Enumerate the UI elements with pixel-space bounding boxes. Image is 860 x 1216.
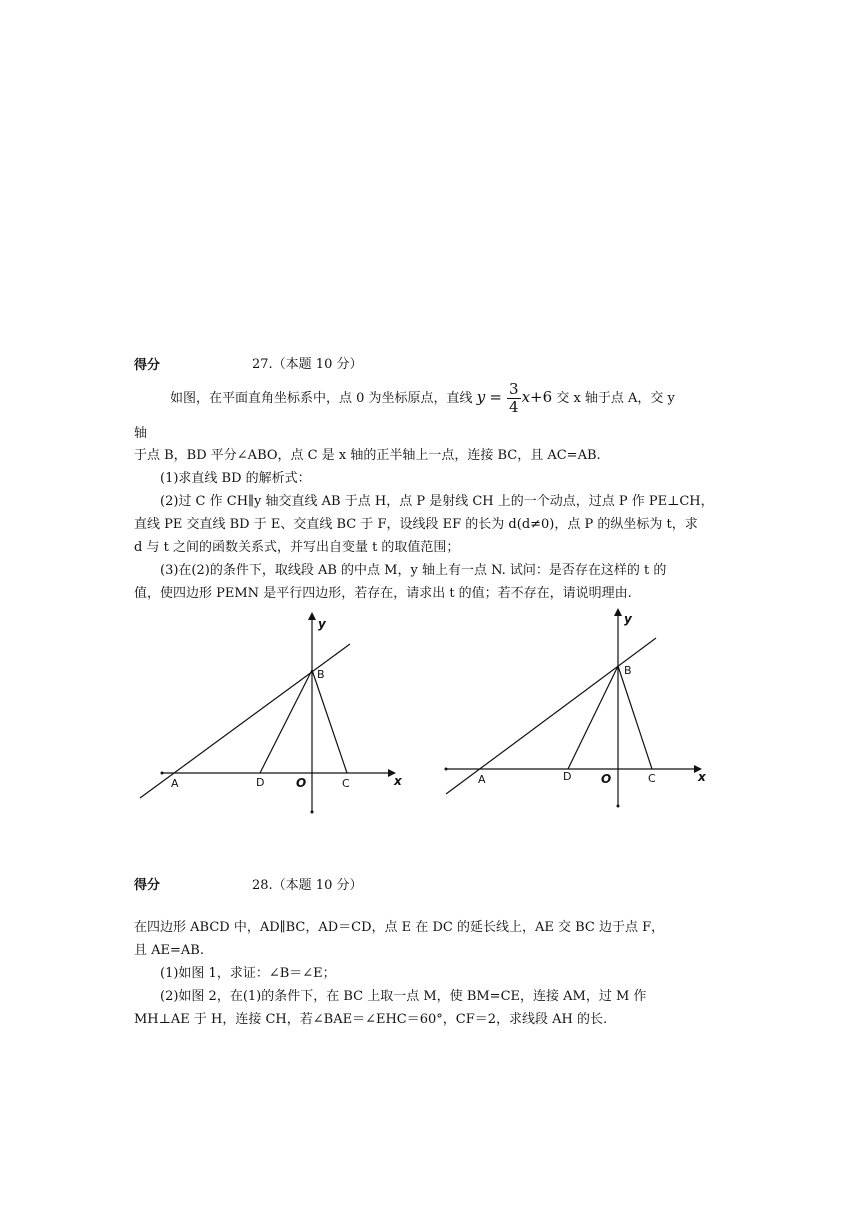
q27-intro-wrap: 轴 bbox=[134, 426, 148, 441]
line-ab bbox=[446, 638, 656, 794]
y-axis-end-dot bbox=[311, 811, 314, 814]
q28-part2-a: (2)如图 2，在(1)的条件下，在 BC 上取一点 M，使 BM=CE，连接 AM，过 M 作 bbox=[160, 989, 647, 1004]
label-d: D bbox=[256, 776, 265, 789]
q27-score-label: 得分 bbox=[134, 358, 161, 373]
eq-y: y bbox=[476, 388, 486, 406]
label-b: B bbox=[624, 664, 632, 677]
label-a: A bbox=[171, 777, 179, 790]
segment-bc bbox=[618, 666, 652, 769]
label-c: C bbox=[648, 772, 656, 785]
q27-intro-pre: 如图，在平面直角坐标系中，点 0 为坐标原点，直线 bbox=[170, 391, 473, 406]
q27-part3-b: 值，使四边形 PEMN 是平行四边形，若存在，请求出 t 的值；若不存在，请说明理由. bbox=[134, 586, 632, 601]
q27-part2-b: 直线 PE 交直线 BD 于 E、交直线 BC 于 F，设线段 EF 的长为 d(d≠0)，点 P 的纵坐标为 t，求 bbox=[134, 517, 698, 532]
q28-line1: 在四边形 ABCD 中，AD∥BC，AD＝CD，点 E 在 DC 的延长线上，AE 交 BC 边于点 F， bbox=[134, 920, 665, 935]
eq-x: x bbox=[521, 388, 531, 406]
label-a: A bbox=[478, 773, 486, 786]
label-x: x bbox=[698, 770, 706, 784]
label-y: y bbox=[624, 612, 632, 626]
eq-tail: +6 bbox=[530, 388, 553, 406]
segment-bd bbox=[260, 670, 312, 773]
q28-part2-b: MH⊥AE 于 H，连接 CH，若∠BAE＝∠EHC＝60°，CF＝2，求线段 AH 的长. bbox=[134, 1012, 608, 1027]
y-axis-end-dot bbox=[617, 805, 620, 808]
q28-header: 28.（本题 10 分） bbox=[252, 878, 363, 893]
segment-bd bbox=[568, 666, 618, 769]
q27-figure-1 bbox=[130, 612, 410, 822]
q27-line2: 于点 B，BD 平分∠ABO，点 C 是 x 轴的正半轴上一点，连接 BC，且 AC=AB. bbox=[134, 448, 601, 463]
eq-numerator: 3 bbox=[509, 380, 519, 398]
q28-score-label: 得分 bbox=[134, 878, 161, 893]
label-o: O bbox=[296, 776, 307, 790]
segment-bc bbox=[312, 670, 347, 773]
q27-part2-c: d 与 t 之间的函数关系式，并写出自变量 t 的取值范围； bbox=[134, 540, 460, 555]
eq-equals: = bbox=[489, 388, 502, 406]
y-axis-arrow bbox=[614, 608, 622, 616]
label-d: D bbox=[563, 770, 572, 783]
eq-denominator: 4 bbox=[509, 398, 519, 416]
q28-part1: (1)如图 1，求证：∠B＝∠E； bbox=[160, 966, 336, 981]
y-axis-arrow bbox=[308, 612, 316, 620]
q28-line2: 且 AE=AB. bbox=[134, 943, 204, 958]
q27-intro-line bbox=[170, 378, 675, 418]
label-y: y bbox=[318, 617, 326, 631]
q27-figure-2 bbox=[440, 606, 720, 816]
label-c: C bbox=[342, 777, 350, 790]
q27-intro-post: 交 x 轴于点 A，交 y bbox=[556, 391, 675, 406]
label-b: B bbox=[317, 668, 325, 681]
x-axis-end-dot bbox=[161, 772, 164, 775]
eq-fraction bbox=[507, 381, 521, 416]
q27-part1: (1)求直线 BD 的解析式： bbox=[160, 471, 311, 486]
label-x: x bbox=[394, 774, 402, 788]
label-o: O bbox=[601, 772, 612, 786]
q27-header: 27.（本题 10 分） bbox=[252, 357, 363, 372]
q27-part3-a: (3)在(2)的条件下，取线段 AB 的中点 M，y 轴上有一点 N. 试问：是否存在这样的 t 的 bbox=[160, 563, 667, 578]
q27-part2-a: (2)过 C 作 CH∥y 轴交直线 AB 于点 H，点 P 是射线 CH 上的一个动点，过点 P 作 PE⊥CH， bbox=[160, 494, 714, 509]
x-axis-end-dot bbox=[445, 768, 448, 771]
